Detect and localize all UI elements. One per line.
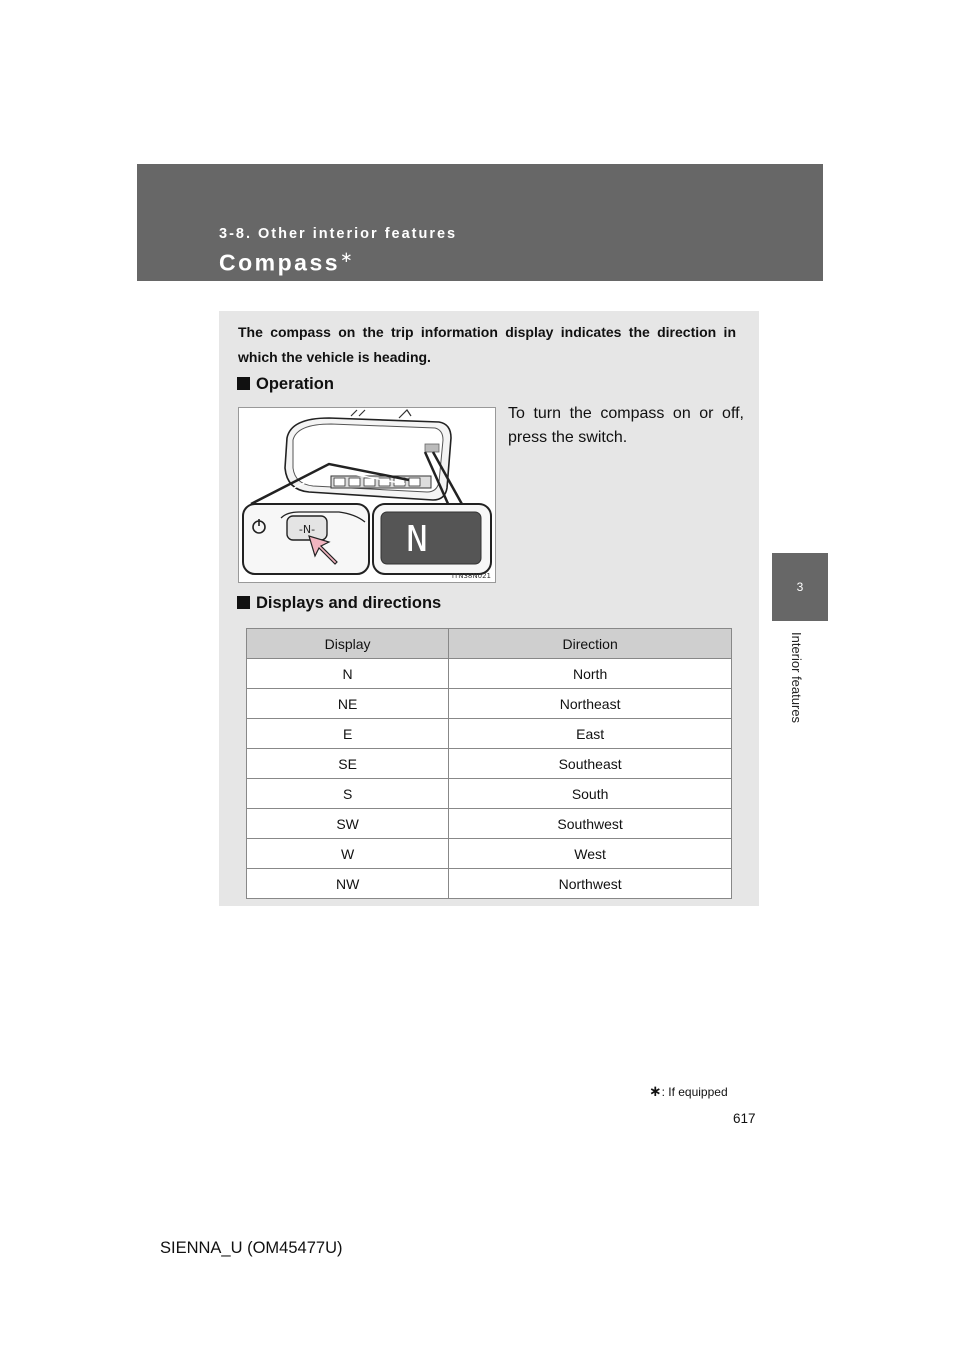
operation-heading-text: Operation: [256, 375, 334, 393]
rearview-mirror-icon: [239, 408, 495, 582]
operation-heading: [237, 375, 334, 394]
chapter-tab: 3: [772, 553, 828, 621]
table-row: [247, 869, 732, 899]
page-title-text: Compass: [219, 249, 341, 276]
operation-instruction: To turn the compass on or off, press the switch.: [508, 405, 744, 446]
displays-heading-text: Displays and directions: [256, 594, 442, 612]
section-header: [137, 164, 823, 281]
chapter-tab-label: Interior features: [789, 632, 804, 724]
table-row: [247, 749, 732, 779]
page-number: 617: [733, 1111, 756, 1126]
intro-text: The compass on the trip information display indicates the direction in which the vehicle is heading.: [238, 324, 736, 365]
direction-cell: West: [449, 839, 732, 869]
if-equipped-mark: ∗: [340, 249, 353, 266]
direction-cell: Northwest: [449, 869, 732, 899]
svg-text:-N-: -N-: [298, 523, 316, 536]
displays-heading: [237, 594, 441, 613]
square-bullet-icon: [237, 596, 250, 609]
table-row: [247, 659, 732, 689]
display-cell: SE: [247, 749, 449, 779]
display-cell: W: [247, 839, 449, 869]
display-cell: NW: [247, 869, 449, 899]
footnote: [649, 1082, 728, 1100]
display-cell: E: [247, 719, 449, 749]
table-row: [247, 689, 732, 719]
table-row: [247, 809, 732, 839]
table-row: [247, 839, 732, 869]
content-box: [219, 311, 759, 906]
page-title: [219, 248, 353, 277]
direction-cell: Southwest: [449, 809, 732, 839]
section-label: 3-8. Other interior features: [219, 226, 458, 242]
table-header-row: [247, 629, 732, 659]
table-row: [247, 779, 732, 809]
display-cell: S: [247, 779, 449, 809]
column-header-display: Display: [247, 629, 449, 659]
footnote-mark: ∗: [649, 1083, 662, 1100]
display-cell: NE: [247, 689, 449, 719]
footnote-text: : If equipped: [661, 1085, 728, 1099]
mirror-switch-illustration: [238, 407, 496, 583]
direction-cell: East: [449, 719, 732, 749]
direction-cell: Northeast: [449, 689, 732, 719]
display-cell: N: [247, 659, 449, 689]
direction-cell: North: [449, 659, 732, 689]
direction-cell: Southeast: [449, 749, 732, 779]
column-header-direction: Direction: [449, 629, 732, 659]
footer-code: SIENNA_U (OM45477U): [160, 1239, 343, 1257]
figure-code: ITN38N021: [451, 572, 491, 580]
display-cell: SW: [247, 809, 449, 839]
compass-display-letter: N: [406, 519, 428, 560]
table-row: [247, 719, 732, 749]
directions-table: [246, 628, 732, 899]
square-bullet-icon: [237, 377, 250, 390]
direction-cell: South: [449, 779, 732, 809]
